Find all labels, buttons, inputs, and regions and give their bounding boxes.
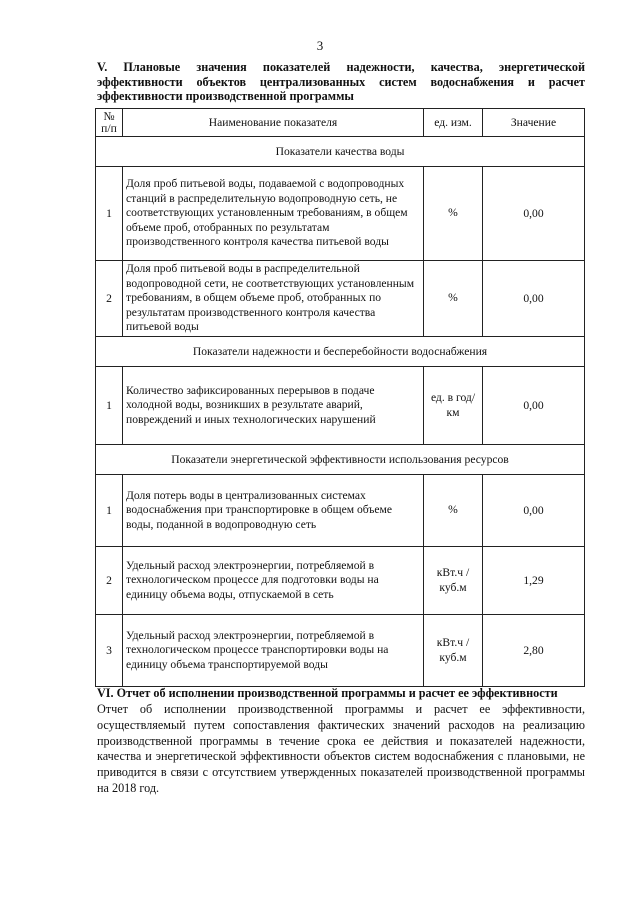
table-row (96, 615, 585, 687)
header-unit: ед. изм. (424, 109, 483, 137)
group-title-quality: Показатели качества воды (96, 137, 585, 167)
row-unit: ед. в год/ км (424, 367, 483, 445)
row-name: Удельный расход электроэнергии, потребляемой в технологическом процессе транспортировки воды на единицу объема транспортируемой воды (123, 615, 424, 687)
row-name: Доля потерь воды в централизованных системах водоснабжения при транспортировке в общем объеме воды, поданной в водопроводную сеть (123, 475, 424, 547)
row-num: 1 (96, 367, 123, 445)
row-unit: кВт.ч / куб.м (424, 547, 483, 615)
indicators-table (95, 108, 585, 687)
row-unit: % (424, 475, 483, 547)
row-name: Доля проб питьевой воды, подаваемой с водопроводных станций в распределительную водопроводную сеть, не соответствующих установленным требованиям, в общем объеме проб, отобранных по результатам производственного контроля качества питьевой воды (123, 167, 424, 261)
row-unit: % (424, 167, 483, 261)
section-v-title: V. Плановые значения показателей надежности, качества, энергетической эффективности объектов централизованных систем водоснабжения и расчет эффективности производственной программы (97, 60, 585, 103)
page-number: 3 (316, 38, 324, 53)
group-title-reliability: Показатели надежности и бесперебойности водоснабжения (96, 337, 585, 367)
row-unit: % (424, 261, 483, 337)
row-value: 1,29 (483, 547, 585, 615)
group-title-energy: Показатели энергетической эффективности использования ресурсов (96, 445, 585, 475)
row-num: 1 (96, 167, 123, 261)
header-name: Наименование показателя (123, 109, 424, 137)
row-name: Количество зафиксированных перерывов в подаче холодной воды, возникших в результате аварий, повреждений и иных технологических нарушений (123, 367, 424, 445)
section-vi-title: VI. Отчет об исполнении производственной программы и расчет ее эффективности (97, 686, 558, 700)
table-row (96, 367, 585, 445)
row-value: 0,00 (483, 367, 585, 445)
row-unit: кВт.ч / куб.м (424, 615, 483, 687)
table-row (96, 167, 585, 261)
row-name: Доля проб питьевой воды в распределительной водопроводной сети, не соответствующих установленным требованиям, в общем объеме проб, отобранных по результатам производственного контроля качества питьевой воды (123, 261, 424, 337)
row-num: 2 (96, 261, 123, 337)
header-value: Значение (483, 109, 585, 137)
table-row (96, 475, 585, 547)
row-num: 3 (96, 615, 123, 687)
row-value: 0,00 (483, 167, 585, 261)
group-row-quality (96, 137, 585, 167)
row-value: 0,00 (483, 475, 585, 547)
table-row (96, 261, 585, 337)
row-num: 2 (96, 547, 123, 615)
row-value: 2,80 (483, 615, 585, 687)
group-row-energy (96, 445, 585, 475)
table-header-row (96, 109, 585, 137)
header-num: № п/п (96, 109, 123, 137)
section-vi-text: Отчет об исполнении производственной программы и расчет ее эффективности, осуществляемый путем сопоставления фактических значений расходов на реализацию производственной программы в течение срока ее действия и показателей надежности, качества и энергетической эффективности объектов систем водоснабжения с плановыми, не приводится в связи с отсутствием утвержденных показателей производственной программы на 2018 год. (97, 702, 585, 795)
group-row-reliability (96, 337, 585, 367)
row-value: 0,00 (483, 261, 585, 337)
row-num: 1 (96, 475, 123, 547)
table-row (96, 547, 585, 615)
row-name: Удельный расход электроэнергии, потребляемой в технологическом процессе для подготовки воды на единицу объема воды, отпускаемой в сеть (123, 547, 424, 615)
